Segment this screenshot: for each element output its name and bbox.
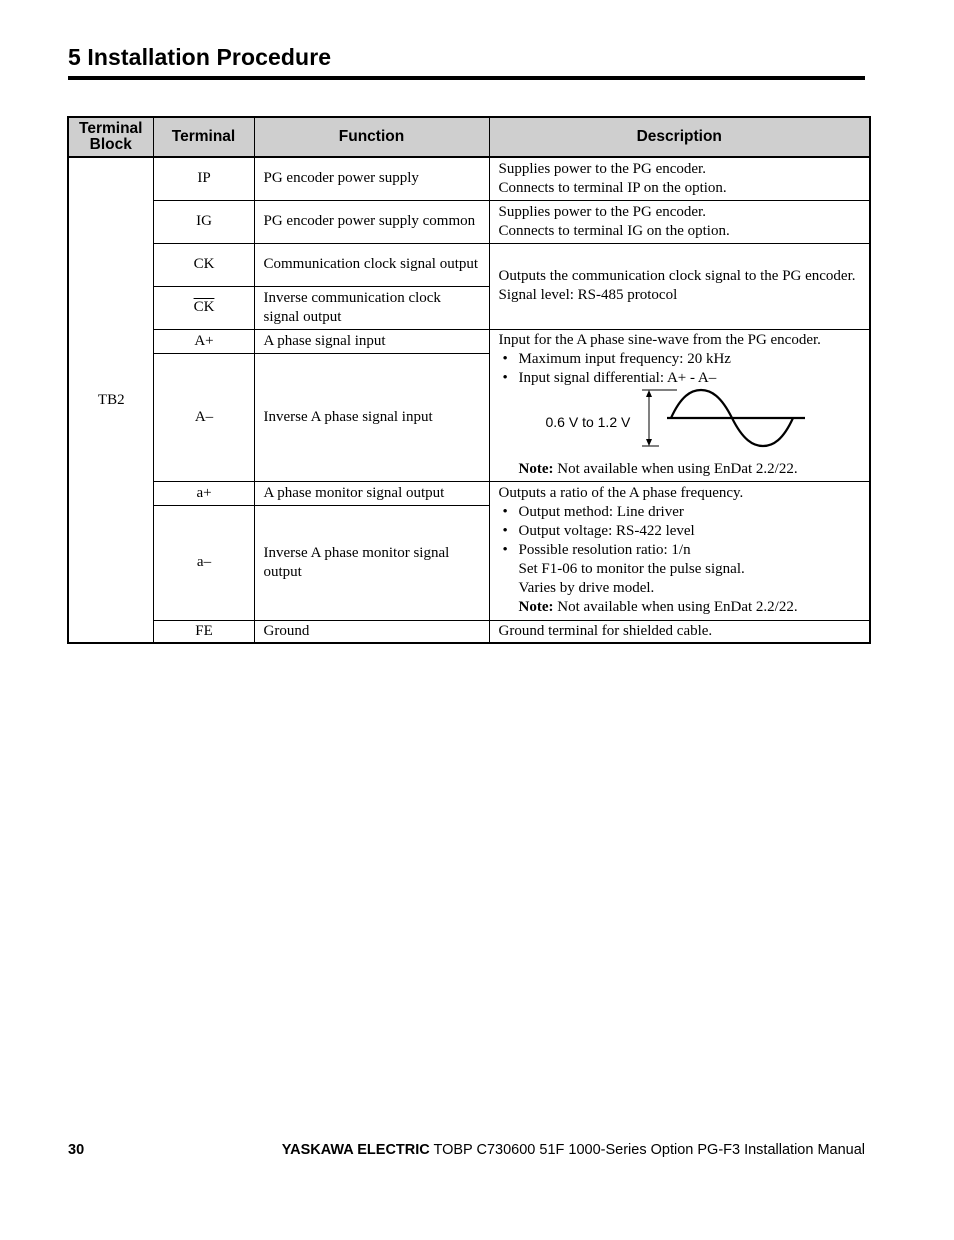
terminal-cell: a+ [153, 481, 254, 505]
page-title: 5 Installation Procedure [68, 44, 332, 70]
terminal-block-cell: TB2 [68, 157, 153, 643]
function-cell: Inverse A phase monitor signal output [254, 505, 489, 620]
function-cell: Inverse communication clock signal output [254, 286, 489, 329]
terminal-spec-table [67, 116, 871, 644]
description-line: Supplies power to the PG encoder. [498, 160, 706, 177]
note-label: Note: [518, 461, 554, 477]
footer-brand: YASKAWA ELECTRIC [281, 1142, 430, 1158]
table-row [68, 157, 870, 200]
sine-wave-graphic [499, 388, 819, 460]
function-cell: A phase monitor signal output [254, 481, 489, 505]
terminal-cell [153, 286, 254, 329]
note-line [499, 598, 866, 617]
terminal-cell: A+ [153, 329, 254, 353]
sine-wave-figure [499, 388, 866, 460]
description-line: Signal level: RS-485 protocol [498, 287, 678, 303]
header-description: Description [489, 117, 870, 157]
inverse-terminal-label: $\overline{CK}$ [193, 299, 215, 315]
function-cell: Inverse A phase signal input [254, 353, 489, 481]
description-line: Connects to terminal IP on the option. [498, 179, 727, 196]
footer-title-text: TOBP C730600 51F 1000-Series Option PG-F3 Installation Manual [429, 1142, 865, 1158]
function-cell: Communication clock signal output [254, 243, 489, 286]
list-item: • Output voltage: RS-422 level [499, 522, 866, 541]
list-item: • Output method: Line driver [499, 503, 866, 522]
note-text: Not available when using EnDat 2.2/22. [553, 461, 798, 477]
note-label: Note: [518, 599, 554, 615]
description-cell [489, 243, 870, 329]
terminal-cell: CK [153, 243, 254, 286]
description-line: Input for the A phase sine-wave from the PG encoder. [498, 332, 821, 348]
function-cell: Ground [254, 620, 489, 643]
description-cell [489, 157, 870, 200]
description-cell [489, 481, 870, 620]
description-line: Set F1-06 to monitor the pulse signal. [518, 561, 745, 577]
amplitude-label: 0.6 V to 1.2 V [545, 414, 631, 430]
list-item: • Maximum input frequency: 20 kHz [499, 350, 866, 369]
list-item: • Possible resolution ratio: 1/n [499, 541, 866, 560]
arrow-down-icon [646, 439, 652, 446]
table-row [68, 620, 870, 643]
description-line: Connects to terminal IG on the option. [498, 222, 730, 239]
description-cell [489, 200, 870, 243]
table-row [68, 243, 870, 286]
description-cell: Ground terminal for shielded cable. [489, 620, 870, 643]
note-text: Not available when using EnDat 2.2/22. [553, 599, 798, 615]
header-function: Function [254, 117, 489, 157]
table-row [68, 329, 870, 353]
terminal-cell: IP [153, 157, 254, 200]
bullet-list [499, 503, 866, 560]
footer-manual-title [282, 1142, 865, 1158]
function-cell: PG encoder power supply [254, 157, 489, 200]
function-cell: PG encoder power supply common [254, 200, 489, 243]
list-item: • Input signal differential: A+ - A– [499, 369, 866, 388]
function-cell: A phase signal input [254, 329, 489, 353]
page-number: 30 [68, 1142, 85, 1158]
description-line: Outputs a ratio of the A phase frequency. [498, 485, 744, 501]
description-cell [489, 329, 870, 481]
description-line: Outputs the communication clock signal to the PG encoder. [498, 268, 856, 284]
terminal-cell: FE [153, 620, 254, 643]
terminal-cell: IG [153, 200, 254, 243]
title-rule [68, 76, 865, 80]
header-terminal-block: Terminal Block [68, 117, 153, 157]
table-header-row [68, 117, 870, 157]
note-line [499, 460, 866, 479]
header-terminal: Terminal [153, 117, 254, 157]
description-line: Varies by drive model. [518, 580, 655, 596]
terminal-cell: a– [153, 505, 254, 620]
arrow-up-icon [646, 390, 652, 397]
table-row [68, 481, 870, 505]
terminal-cell: A– [153, 353, 254, 481]
description-line: Supplies power to the PG encoder. [498, 203, 706, 220]
bullet-list [499, 350, 866, 388]
table-row [68, 200, 870, 243]
